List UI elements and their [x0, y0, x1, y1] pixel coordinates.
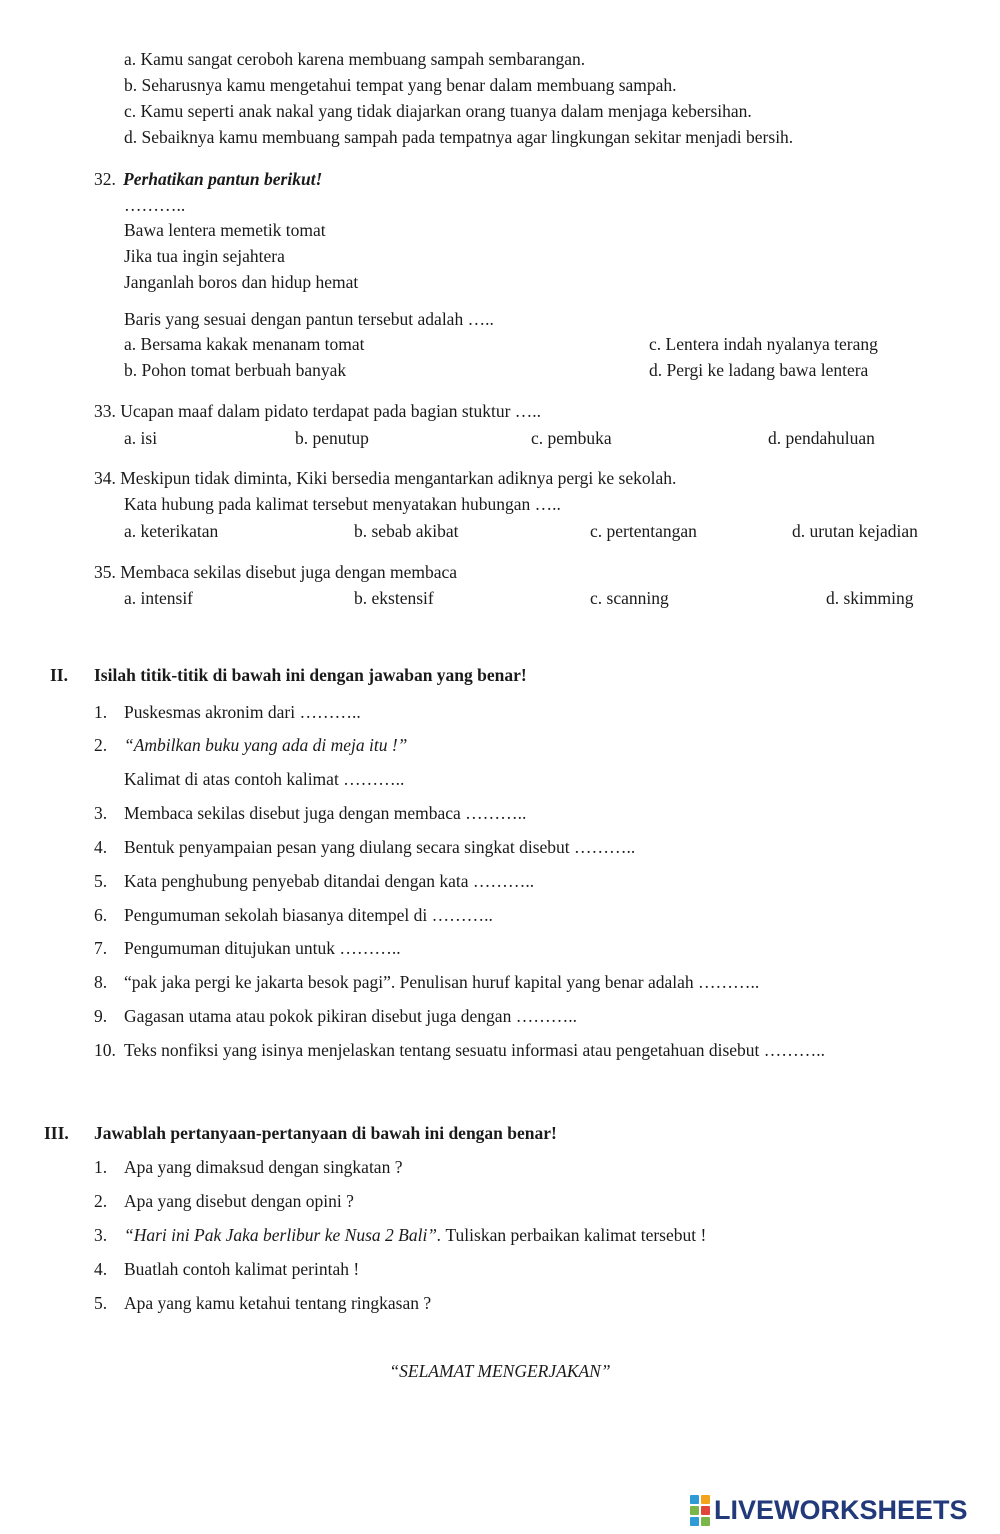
s2-item-text: Pengumuman sekolah biasanya ditempel di ……….. [124, 905, 493, 925]
s2-item-text: Kata penghubung penyebab ditandai dengan kata ……….. [124, 871, 535, 891]
logo-mark-icon [690, 1495, 710, 1526]
q32-option-a: a. Bersama kakak menanam tomat [124, 334, 365, 354]
q35-option-b: b. ekstensif [354, 588, 434, 608]
s2-item-text: Pengumuman ditujukan untuk ……….. [124, 938, 401, 958]
s3-item-number: 5. [94, 1293, 108, 1313]
q32-pantun-line-2: Bawa lentera memetik tomat [124, 220, 326, 240]
q31-option-c: c. Kamu seperti anak nakal yang tidak diajarkan orang tuanya dalam menjaga kebersihan. [124, 101, 752, 121]
logo-block [701, 1517, 710, 1526]
s2-item-number: 2. [94, 735, 108, 755]
s3-item-number: 1. [94, 1157, 108, 1177]
s3-item-text: Buatlah contoh kalimat perintah ! [124, 1259, 360, 1279]
section-2-title: Isilah titik-titik di bawah ini dengan jawaban yang benar! [94, 665, 527, 685]
s2-item-number: 10. [94, 1040, 116, 1060]
q33-question: 33. Ucapan maaf dalam pidato terdapat pada bagian stuktur ….. [94, 401, 542, 421]
logo-block [701, 1506, 710, 1515]
q31-option-d: d. Sebaiknya kamu membuang sampah pada tempatnya agar lingkungan sekitar menjadi bersih. [124, 127, 794, 147]
q32-number: 32. [94, 169, 116, 189]
q34-option-a: a. keterikatan [124, 521, 219, 541]
q34-question: 34. Meskipun tidak diminta, Kiki bersedia mengantarkan adiknya pergi ke sekolah. [94, 468, 677, 488]
logo-block [701, 1495, 710, 1504]
s2-item-text: “pak jaka pergi ke jakarta besok pagi”. Penulisan huruf kapital yang benar adalah ……….. [124, 972, 760, 992]
s2-item-number: 9. [94, 1006, 108, 1026]
logo-text: LIVEWORKSHEETS [714, 1494, 968, 1525]
s2-item-text: Teks nonfiksi yang isinya menjelaskan tentang sesuatu informasi atau pengetahuan disebut ……….. [124, 1040, 826, 1060]
q31-option-a: a. Kamu sangat ceroboh karena membuang sampah sembarangan. [124, 49, 586, 69]
q32-title: Perhatikan pantun berikut! [123, 169, 323, 189]
s3-item-number: 4. [94, 1259, 108, 1279]
q35-option-a: a. intensif [124, 588, 194, 608]
q32-option-b: b. Pohon tomat berbuah banyak [124, 360, 347, 380]
s2-item-number: 8. [94, 972, 108, 992]
q34-question-line-2: Kata hubung pada kalimat tersebut menyatakan hubungan ….. [124, 494, 561, 514]
s3-item-text: Apa yang dimaksud dengan singkatan ? [124, 1157, 403, 1177]
q35-option-c: c. scanning [590, 588, 669, 608]
q31-option-b: b. Seharusnya kamu mengetahui tempat yang benar dalam membuang sampah. [124, 75, 677, 95]
s2-item-text: “Ambilkan buku yang ada di meja itu !” [124, 735, 408, 755]
q33-option-d: d. pendahuluan [768, 428, 875, 448]
q32-pantun-line-3: Jika tua ingin sejahtera [124, 246, 285, 266]
s2-item-text: Bentuk penyampaian pesan yang diulang secara singkat disebut ……….. [124, 837, 636, 857]
q35-option-d: d. skimming [826, 588, 914, 608]
s3-item-number: 3. [94, 1225, 108, 1245]
q34-option-d: d. urutan kejadian [792, 521, 918, 541]
s3-item-instruction: Tuliskan perbaikan kalimat tersebut ! [441, 1225, 707, 1245]
logo-block [690, 1506, 699, 1515]
s2-item-number: 4. [94, 837, 108, 857]
s2-item-number: 6. [94, 905, 108, 925]
s2-item-number: 3. [94, 803, 108, 823]
closing-message: “SELAMAT MENGERJAKAN” [389, 1361, 611, 1381]
s2-item-number: 1. [94, 702, 108, 722]
q32-question: Baris yang sesuai dengan pantun tersebut adalah ….. [124, 309, 494, 329]
q33-option-b: b. penutup [295, 428, 369, 448]
q35-question: 35. Membaca sekilas disebut juga dengan membaca [94, 562, 458, 582]
q32-option-c: c. Lentera indah nyalanya terang [649, 334, 878, 354]
q32-pantun-line-1: ……….. [124, 195, 186, 215]
s2-item-number: 7. [94, 938, 108, 958]
q32-pantun-line-4: Janganlah boros dan hidup hemat [124, 272, 359, 292]
q34-option-c: c. pertentangan [590, 521, 697, 541]
section-3-numeral: III. [44, 1123, 69, 1143]
logo-block [690, 1495, 699, 1504]
s3-item-text: Apa yang disebut dengan opini ? [124, 1191, 354, 1211]
s2-item-text: Gagasan utama atau pokok pikiran disebut juga dengan ……….. [124, 1006, 577, 1026]
s2-item-text: Puskesmas akronim dari ……….. [124, 702, 361, 722]
logo-block [690, 1517, 699, 1526]
s2-item-number: 5. [94, 871, 108, 891]
q33-option-a: a. isi [124, 428, 158, 448]
section-2-numeral: II. [50, 665, 68, 685]
s3-item-quote: “Hari ini Pak Jaka berlibur ke Nusa 2 Bali”. [124, 1225, 442, 1245]
s3-item-text: Apa yang kamu ketahui tentang ringkasan ? [124, 1293, 432, 1313]
s3-item-number: 2. [94, 1191, 108, 1211]
liveworksheets-logo [690, 1494, 968, 1526]
s2-item-text: Membaca sekilas disebut juga dengan membaca ……….. [124, 803, 527, 823]
s3-item-text [124, 1224, 706, 1246]
section-3-title: Jawablah pertanyaan-pertanyaan di bawah ini dengan benar! [94, 1123, 557, 1143]
s2-item-text: Kalimat di atas contoh kalimat ……….. [124, 769, 405, 789]
q34-option-b: b. sebab akibat [354, 521, 459, 541]
q33-option-c: c. pembuka [531, 428, 612, 448]
q32-option-d: d. Pergi ke ladang bawa lentera [649, 360, 869, 380]
